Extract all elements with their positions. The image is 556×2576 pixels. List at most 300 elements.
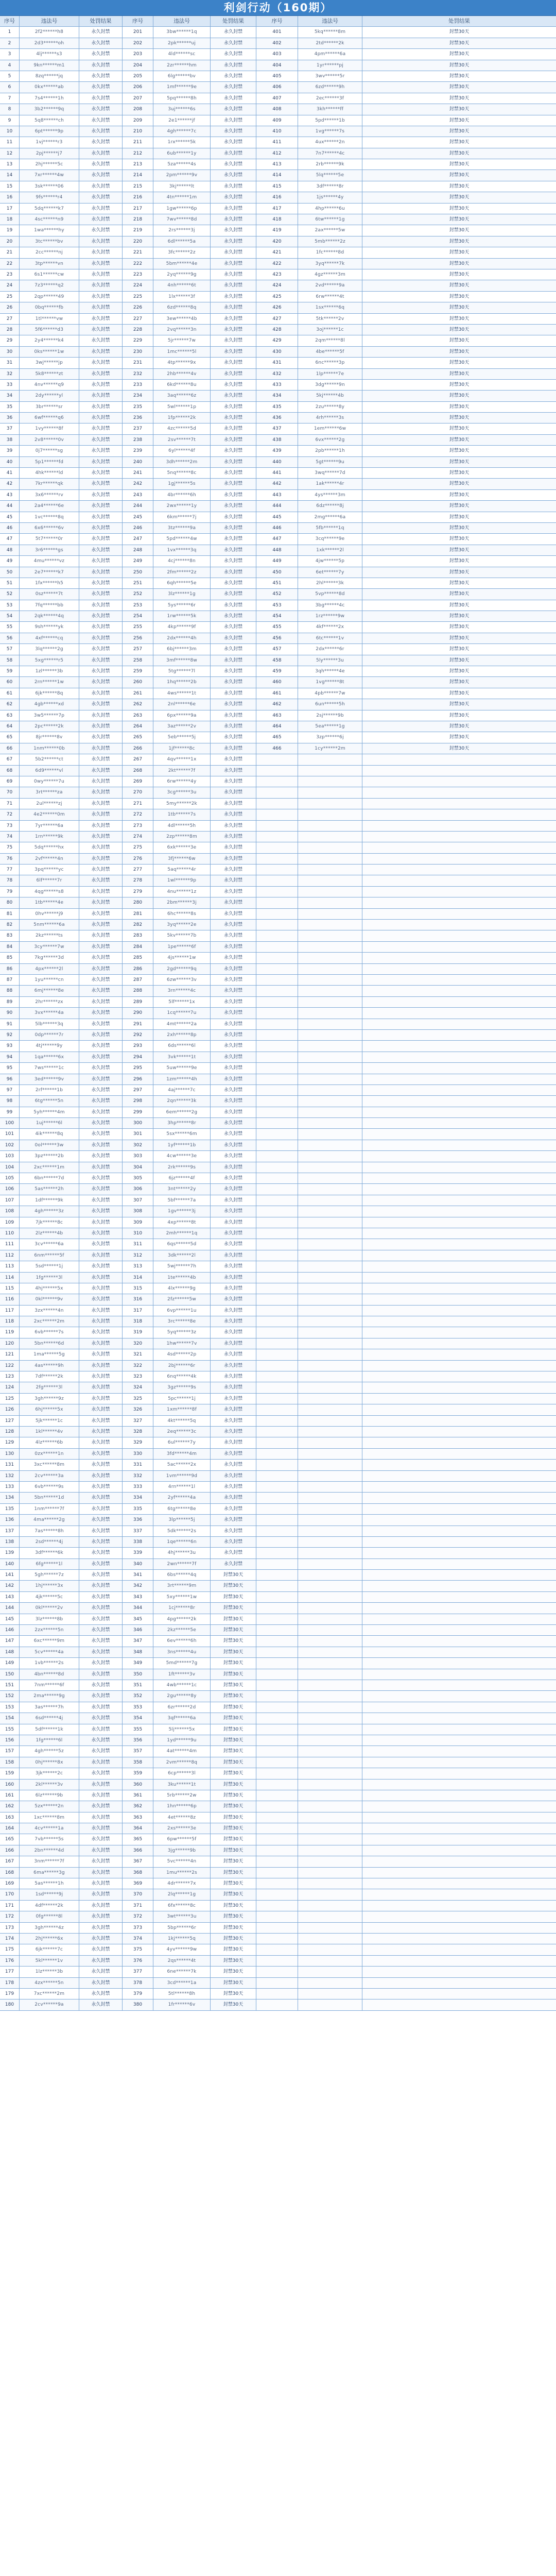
cell-violation-id: 2bn******4d: [20, 1845, 79, 1856]
cell-seq: 109: [0, 1217, 20, 1228]
cell-result: 永久封禁: [211, 875, 256, 886]
cell-violation-id: 2mh******1q: [153, 1228, 211, 1239]
cell-seq: 3: [0, 49, 20, 60]
cell-result: 永久封禁: [211, 247, 256, 258]
cell-violation-id: 6x6******6v: [20, 523, 79, 534]
cell-result: 封禁30天: [362, 534, 556, 545]
cell-seq: 142: [0, 1581, 20, 1591]
cell-empty: [362, 799, 556, 809]
cell-empty: [256, 1889, 298, 1900]
cell-seq: 456: [256, 633, 298, 644]
table-row: [0, 1471, 556, 1482]
cell-violation-id: 1vy******8f: [20, 423, 79, 434]
cell-violation-id: 1tb******7s: [153, 809, 211, 820]
cell-result: 永久封禁: [79, 490, 123, 501]
header-result-3: 处罚结果: [362, 16, 556, 27]
cell-violation-id: 3yq******2e: [153, 920, 211, 930]
cell-result: 永久封禁: [79, 1901, 123, 1911]
cell-violation-id: 3bg******4c: [298, 600, 362, 611]
cell-seq: 168: [0, 1868, 20, 1878]
cell-empty: [298, 1394, 362, 1404]
cell-result: 永久封禁: [211, 1526, 256, 1537]
cell-violation-id: 6nm******5f: [20, 1250, 79, 1261]
cell-seq: 24: [0, 280, 20, 291]
cell-result: 永久封禁: [79, 1416, 123, 1427]
cell-violation-id: 7xc******2m: [20, 1989, 79, 1999]
cell-seq: 328: [123, 1427, 153, 1437]
table-row: [0, 589, 556, 600]
cell-empty: [256, 1273, 298, 1283]
cell-result: 永久封禁: [79, 1691, 123, 1702]
cell-violation-id: 5gt******9u: [298, 457, 362, 468]
cell-result: 封禁30天: [362, 523, 556, 534]
cell-violation-id: 2vd******9a: [298, 280, 362, 291]
cell-result: 永久封禁: [211, 1239, 256, 1250]
cell-violation-id: 0bq******fb: [20, 302, 79, 313]
cell-seq: 305: [123, 1173, 153, 1184]
table-row: [0, 126, 556, 137]
cell-violation-id: 5zx******2n: [20, 1801, 79, 1812]
cell-result: 永久封禁: [79, 1471, 123, 1482]
cell-seq: 243: [123, 490, 153, 501]
cell-seq: 429: [256, 335, 298, 346]
cell-result: 封禁30天: [362, 314, 556, 325]
cell-seq: 137: [0, 1526, 20, 1537]
cell-result: 封禁30天: [362, 27, 556, 38]
cell-empty: [298, 821, 362, 832]
cell-seq: 348: [123, 1647, 153, 1658]
cell-empty: [362, 1361, 556, 1371]
cell-violation-id: 2rb******9k: [298, 159, 362, 170]
cell-seq: 13: [0, 159, 20, 170]
cell-seq: 84: [0, 942, 20, 953]
cell-seq: 466: [256, 743, 298, 754]
cell-empty: [256, 1041, 298, 1052]
cell-violation-id: 4hp******6u: [298, 204, 362, 214]
cell-empty: [298, 1338, 362, 1349]
cell-result: 永久封禁: [79, 1790, 123, 1801]
cell-violation-id: 5yq******3z: [153, 1327, 211, 1338]
table-row: [0, 1107, 556, 1118]
cell-violation-id: 3bw******1q: [153, 27, 211, 38]
cell-seq: 207: [123, 93, 153, 104]
cell-violation-id: 5q8******ch: [20, 115, 79, 126]
cell-result: 永久封禁: [79, 236, 123, 247]
cell-result: 永久封禁: [211, 391, 256, 401]
cell-seq: 410: [256, 126, 298, 137]
cell-result: 永久封禁: [79, 38, 123, 49]
cell-empty: [256, 1306, 298, 1316]
cell-empty: [256, 1129, 298, 1140]
cell-result: 永久封禁: [79, 1437, 123, 1448]
cell-violation-id: 2vf******4n: [20, 854, 79, 865]
cell-violation-id: 5bm******4e: [153, 259, 211, 269]
table-row: [0, 1636, 556, 1647]
cell-result: 封禁30天: [211, 1834, 256, 1845]
cell-empty: [298, 1746, 362, 1757]
cell-violation-id: 3xc******8m: [20, 1460, 79, 1470]
table-row: [0, 1217, 556, 1228]
cell-empty: [298, 909, 362, 920]
cell-seq: 427: [256, 314, 298, 325]
cell-seq: 282: [123, 920, 153, 930]
cell-seq: 279: [123, 887, 153, 897]
cell-violation-id: 1hj******3x: [20, 1581, 79, 1591]
cell-seq: 299: [123, 1107, 153, 1118]
cell-result: 永久封禁: [79, 1482, 123, 1493]
cell-seq: 439: [256, 446, 298, 456]
cell-result: 永久封禁: [79, 1261, 123, 1272]
cell-seq: 222: [123, 259, 153, 269]
cell-seq: 255: [123, 622, 153, 633]
cell-empty: [298, 975, 362, 986]
cell-empty: [298, 854, 362, 865]
cell-violation-id: 0hv******j9: [20, 909, 79, 920]
cell-seq: 372: [123, 1911, 153, 1922]
table-row: [0, 225, 556, 236]
cell-seq: 112: [0, 1250, 20, 1261]
cell-empty: [298, 1404, 362, 1415]
cell-seq: 301: [123, 1129, 153, 1140]
cell-violation-id: 4cj******8n: [153, 556, 211, 567]
cell-empty: [298, 1923, 362, 1934]
cell-empty: [256, 1239, 298, 1250]
cell-violation-id: 7kg******3d: [20, 953, 79, 963]
cell-violation-id: 2cv******9a: [20, 1999, 79, 2010]
cell-empty: [298, 1647, 362, 1658]
cell-violation-id: 3lp******5j: [153, 1515, 211, 1526]
cell-seq: 36: [0, 413, 20, 423]
cell-seq: 420: [256, 236, 298, 247]
cell-violation-id: 5xg******r5: [20, 655, 79, 666]
cell-result: 永久封禁: [79, 1559, 123, 1570]
cell-seq: 368: [123, 1868, 153, 1878]
cell-empty: [256, 1493, 298, 1503]
cell-seq: 79: [0, 887, 20, 897]
cell-result: 永久封禁: [79, 82, 123, 93]
cell-seq: 29: [0, 335, 20, 346]
cell-seq: 134: [0, 1493, 20, 1503]
cell-violation-id: 7yr******6a: [20, 821, 79, 832]
cell-empty: [362, 1129, 556, 1140]
cell-violation-id: 5nm******6a: [20, 920, 79, 930]
cell-violation-id: 7wv******8d: [153, 214, 211, 225]
cell-empty: [256, 1911, 298, 1922]
cell-empty: [298, 1680, 362, 1691]
cell-empty: [256, 787, 298, 798]
cell-empty: [256, 842, 298, 853]
cell-violation-id: 4xf******cq: [20, 633, 79, 644]
cell-violation-id: 4wb******1c: [153, 1680, 211, 1691]
cell-seq: 370: [123, 1889, 153, 1900]
cell-result: 永久封禁: [79, 589, 123, 600]
cell-result: 永久封禁: [79, 115, 123, 126]
cell-seq: 441: [256, 468, 298, 479]
header-result-2: 处罚结果: [211, 16, 256, 27]
cell-result: 永久封禁: [79, 1581, 123, 1591]
cell-empty: [362, 1570, 556, 1581]
cell-empty: [362, 942, 556, 953]
cell-empty: [298, 1327, 362, 1338]
cell-violation-id: 5wj******7h: [153, 1261, 211, 1272]
cell-seq: 326: [123, 1404, 153, 1415]
table-row: [0, 842, 556, 853]
cell-empty: [256, 1427, 298, 1437]
cell-result: 永久封禁: [79, 600, 123, 611]
cell-empty: [298, 1713, 362, 1724]
cell-violation-id: 1xc******8m: [20, 1812, 79, 1823]
cell-seq: 276: [123, 854, 153, 865]
cell-seq: 176: [0, 1956, 20, 1967]
cell-empty: [362, 1702, 556, 1713]
cell-result: 永久封禁: [211, 1338, 256, 1349]
cell-empty: [298, 1944, 362, 1955]
cell-violation-id: 5yh******4m: [20, 1107, 79, 1118]
table-row: [0, 600, 556, 611]
cell-result: 永久封禁: [211, 776, 256, 787]
cell-violation-id: 3lq******2g: [20, 644, 79, 655]
cell-violation-id: 5k8******zt: [20, 369, 79, 380]
cell-empty: [298, 1878, 362, 1889]
cell-violation-id: 5lf******1x: [153, 997, 211, 1008]
cell-violation-id: 4nh******6t: [153, 280, 211, 291]
cell-seq: 127: [0, 1416, 20, 1427]
cell-result: 永久封禁: [211, 809, 256, 820]
cell-seq: 361: [123, 1790, 153, 1801]
cell-result: 封禁30天: [211, 1978, 256, 1989]
cell-empty: [256, 1603, 298, 1614]
cell-empty: [362, 909, 556, 920]
cell-seq: 230: [123, 347, 153, 358]
cell-seq: 239: [123, 446, 153, 456]
cell-result: 封禁30天: [211, 1780, 256, 1790]
cell-result: 永久封禁: [79, 1537, 123, 1548]
cell-seq: 339: [123, 1548, 153, 1558]
cell-seq: 27: [0, 314, 20, 325]
cell-violation-id: 5kl******1v: [20, 1956, 79, 1967]
cell-seq: 360: [123, 1780, 153, 1790]
cell-empty: [256, 754, 298, 765]
cell-violation-id: 2bm******3j: [153, 897, 211, 908]
cell-empty: [256, 1316, 298, 1327]
cell-violation-id: 0fg******8l: [20, 1911, 79, 1922]
cell-seq: 132: [0, 1471, 20, 1482]
cell-seq: 179: [0, 1989, 20, 1999]
cell-result: 永久封禁: [79, 821, 123, 832]
cell-empty: [362, 821, 556, 832]
cell-violation-id: 1rn******9k: [20, 832, 79, 842]
cell-seq: 120: [0, 1338, 20, 1349]
cell-seq: 78: [0, 875, 20, 886]
cell-result: 封禁30天: [362, 93, 556, 104]
table-row: [0, 986, 556, 996]
cell-violation-id: 4cw******3e: [153, 1151, 211, 1162]
table-row: [0, 1250, 556, 1261]
cell-empty: [362, 1294, 556, 1305]
cell-violation-id: 6ds******6l: [153, 1041, 211, 1052]
cell-violation-id: 6fg******1l: [20, 1559, 79, 1570]
cell-violation-id: 3wj******jp: [20, 358, 79, 368]
cell-result: 永久封禁: [79, 181, 123, 192]
cell-result: 永久封禁: [211, 115, 256, 126]
table-row: [0, 1868, 556, 1878]
cell-seq: 415: [256, 181, 298, 192]
cell-result: 永久封禁: [79, 578, 123, 589]
cell-violation-id: 5dq******k7: [20, 204, 79, 214]
cell-seq: 363: [123, 1812, 153, 1823]
cell-result: 永久封禁: [211, 1273, 256, 1283]
cell-seq: 364: [123, 1823, 153, 1834]
cell-seq: 107: [0, 1195, 20, 1206]
cell-violation-id: 5bn******1d: [20, 1493, 79, 1503]
cell-empty: [298, 1889, 362, 1900]
cell-seq: 12: [0, 148, 20, 159]
cell-result: 永久封禁: [79, 413, 123, 423]
cell-result: 永久封禁: [211, 920, 256, 930]
table-row: [0, 821, 556, 832]
cell-seq: 8: [0, 104, 20, 115]
cell-result: 永久封禁: [211, 1471, 256, 1482]
cell-violation-id: 2yq******9g: [153, 269, 211, 280]
table-row: [0, 1570, 556, 1581]
table-row: [0, 766, 556, 776]
cell-violation-id: 2hj******5c: [20, 159, 79, 170]
cell-seq: 463: [256, 710, 298, 721]
cell-empty: [256, 1768, 298, 1779]
cell-violation-id: 1lp******7e: [298, 369, 362, 380]
cell-violation-id: 2v8******0v: [20, 435, 79, 446]
cell-result: 永久封禁: [79, 1526, 123, 1537]
cell-result: 永久封禁: [79, 644, 123, 655]
cell-seq: 205: [123, 71, 153, 82]
cell-result: 永久封禁: [79, 1889, 123, 1900]
cell-result: 永久封禁: [79, 1074, 123, 1085]
cell-result: 永久封禁: [79, 1868, 123, 1878]
cell-seq: 237: [123, 423, 153, 434]
cell-seq: 159: [0, 1768, 20, 1779]
cell-result: 永久封禁: [79, 787, 123, 798]
cell-result: 永久封禁: [79, 1515, 123, 1526]
cell-empty: [298, 1845, 362, 1856]
cell-empty: [298, 1416, 362, 1427]
cell-empty: [362, 1526, 556, 1537]
cell-empty: [362, 1063, 556, 1074]
cell-violation-id: 1mf******9e: [153, 82, 211, 93]
cell-seq: 218: [123, 214, 153, 225]
cell-result: 封禁30天: [362, 148, 556, 159]
cell-empty: [362, 1856, 556, 1867]
table-row: [0, 1195, 556, 1206]
cell-result: 永久封禁: [79, 93, 123, 104]
cell-seq: 434: [256, 391, 298, 401]
table-row: [0, 1460, 556, 1470]
cell-result: 封禁30天: [362, 71, 556, 82]
cell-result: 永久封禁: [211, 1404, 256, 1415]
cell-violation-id: 3gh******9z: [20, 1394, 79, 1404]
cell-result: 永久封禁: [211, 1316, 256, 1327]
cell-result: 永久封禁: [79, 766, 123, 776]
cell-violation-id: 7df******2k: [20, 1371, 79, 1382]
cell-empty: [298, 1041, 362, 1052]
table-row: [0, 622, 556, 633]
cell-seq: 369: [123, 1878, 153, 1889]
cell-violation-id: 4br******6h: [153, 490, 211, 501]
cell-seq: 122: [0, 1361, 20, 1371]
cell-violation-id: 1yr******pj: [298, 60, 362, 71]
cell-seq: 313: [123, 1261, 153, 1272]
cell-result: 永久封禁: [79, 71, 123, 82]
cell-violation-id: 3tc******bv: [20, 236, 79, 247]
cell-seq: 103: [0, 1151, 20, 1162]
cell-result: 永久封禁: [79, 358, 123, 368]
cell-seq: 83: [0, 930, 20, 941]
cell-violation-id: 2wn******7f: [153, 1559, 211, 1570]
cell-result: 永久封禁: [79, 1625, 123, 1636]
cell-result: 永久封禁: [79, 930, 123, 941]
cell-violation-id: 4ws******1t: [153, 688, 211, 699]
cell-seq: 216: [123, 192, 153, 203]
cell-result: 永久封禁: [79, 1173, 123, 1184]
cell-violation-id: 6zd******9h: [298, 82, 362, 93]
cell-empty: [362, 1404, 556, 1415]
table-row: [0, 148, 556, 159]
cell-result: 永久封禁: [79, 754, 123, 765]
table-row: [0, 920, 556, 930]
cell-empty: [362, 1382, 556, 1393]
cell-seq: 147: [0, 1636, 20, 1647]
cell-empty: [298, 1537, 362, 1548]
cell-seq: 366: [123, 1845, 153, 1856]
cell-violation-id: 5my******2k: [153, 799, 211, 809]
cell-empty: [362, 1273, 556, 1283]
cell-violation-id: 7ws******1c: [20, 1063, 79, 1074]
cell-result: 永久封禁: [79, 622, 123, 633]
cell-seq: 288: [123, 986, 153, 996]
cell-violation-id: 8jr******8v: [20, 732, 79, 743]
cell-seq: 33: [0, 380, 20, 391]
cell-result: 永久封禁: [79, 1052, 123, 1063]
table-row: [0, 953, 556, 963]
cell-result: 永久封禁: [79, 1570, 123, 1581]
table-row: [0, 1801, 556, 1812]
table-row: [0, 1349, 556, 1360]
cell-empty: [362, 1537, 556, 1548]
table-row: [0, 677, 556, 688]
page-title: 利剑行动（160期）: [0, 0, 556, 16]
cell-seq: 129: [0, 1437, 20, 1448]
cell-result: 永久封禁: [211, 1228, 256, 1239]
cell-empty: [256, 920, 298, 930]
cell-result: 永久封禁: [79, 302, 123, 313]
cell-violation-id: 1yf******1b: [153, 1140, 211, 1151]
cell-result: 永久封禁: [211, 302, 256, 313]
cell-empty: [298, 1934, 362, 1944]
table-row: [0, 1999, 556, 2010]
cell-seq: 309: [123, 1217, 153, 1228]
cell-empty: [256, 1162, 298, 1173]
cell-violation-id: 0hj******8x: [20, 1757, 79, 1768]
cell-violation-id: 5sx******6m: [153, 1129, 211, 1140]
table-row: [0, 1603, 556, 1614]
cell-seq: 73: [0, 821, 20, 832]
cell-violation-id: 5sd******1j: [20, 1261, 79, 1272]
cell-empty: [298, 1581, 362, 1591]
table-row: [0, 512, 556, 523]
cell-result: 永久封禁: [211, 126, 256, 137]
cell-seq: 11: [0, 137, 20, 148]
cell-result: 永久封禁: [79, 468, 123, 479]
cell-result: 封禁30天: [362, 545, 556, 556]
